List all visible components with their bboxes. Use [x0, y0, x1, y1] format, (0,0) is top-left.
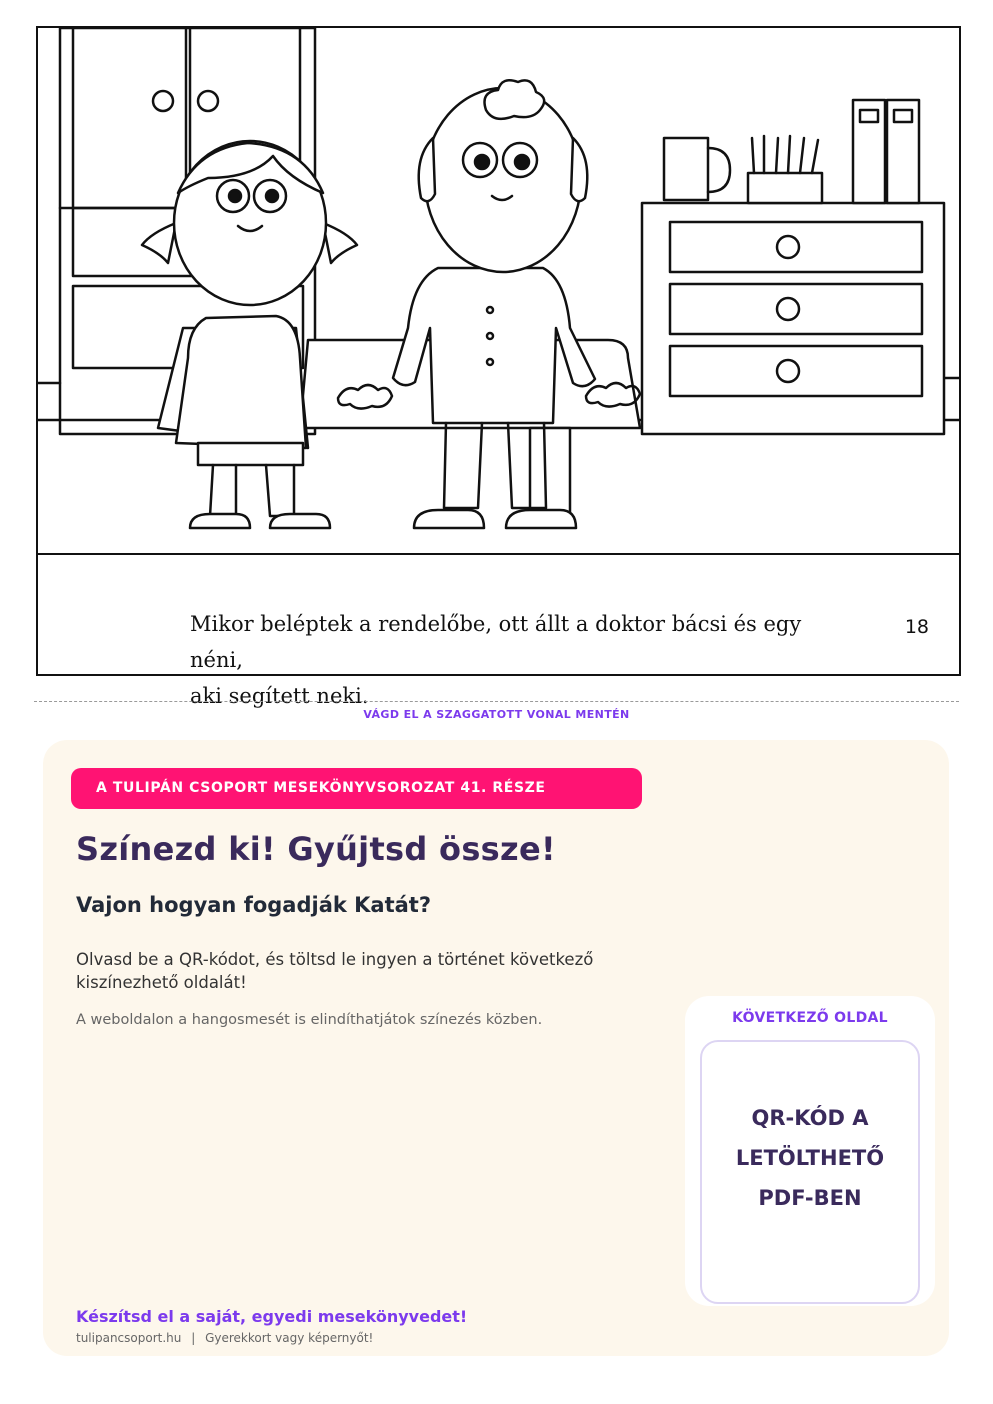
story-caption: Mikor beléptek a rendelőbe, ott állt a doktor bácsi és egy néni, aki segített neki. [190, 612, 802, 708]
page-number: 18 [904, 616, 929, 638]
footer [76, 1331, 373, 1345]
qr-panel [685, 996, 935, 1306]
footer-separator: | [191, 1331, 196, 1345]
promo-note: A weboldalon a hangosmesét is elindíthatjátok színezés közben. [76, 1012, 543, 1028]
qr-placeholder-text: QR-KÓD A LETÖLTHETŐ PDF-BEN [735, 1106, 885, 1210]
dresser-drawing [642, 100, 944, 434]
promo-subheadline: Vajon hogyan fogadják Katát? [76, 893, 432, 917]
promo-line: Készítsd el a saját, egyedi mesekönyvedet! [76, 1307, 468, 1326]
footer-site-link[interactable]: tulipancsoport.hu [76, 1331, 182, 1345]
qr-code-placeholder [700, 1040, 920, 1304]
cut-instruction: VÁGD EL A SZAGGATOTT VONAL MENTÉN [363, 708, 630, 721]
promo-body-text: Olvasd be a QR-kódot, és töltsd le ingyen a történet következő kiszínezhető oldalát! [76, 950, 594, 992]
cut-line [34, 701, 959, 702]
promo-card [43, 740, 949, 1356]
coloring-scene [38, 28, 959, 674]
series-ribbon: A TULIPÁN CSOPORT MESEKÖNYVSOROZAT 41. RÉSZE [71, 768, 642, 809]
nurse-character-drawing [142, 141, 357, 528]
promo-headline: Színezd ki! Gyűjtsd össze! [76, 830, 556, 868]
footer-slogan: Gyerekkort vagy képernyőt! [205, 1331, 374, 1345]
qr-label: KÖVETKEZŐ OLDAL [732, 1010, 888, 1026]
coloring-page-illustration [36, 26, 961, 708]
